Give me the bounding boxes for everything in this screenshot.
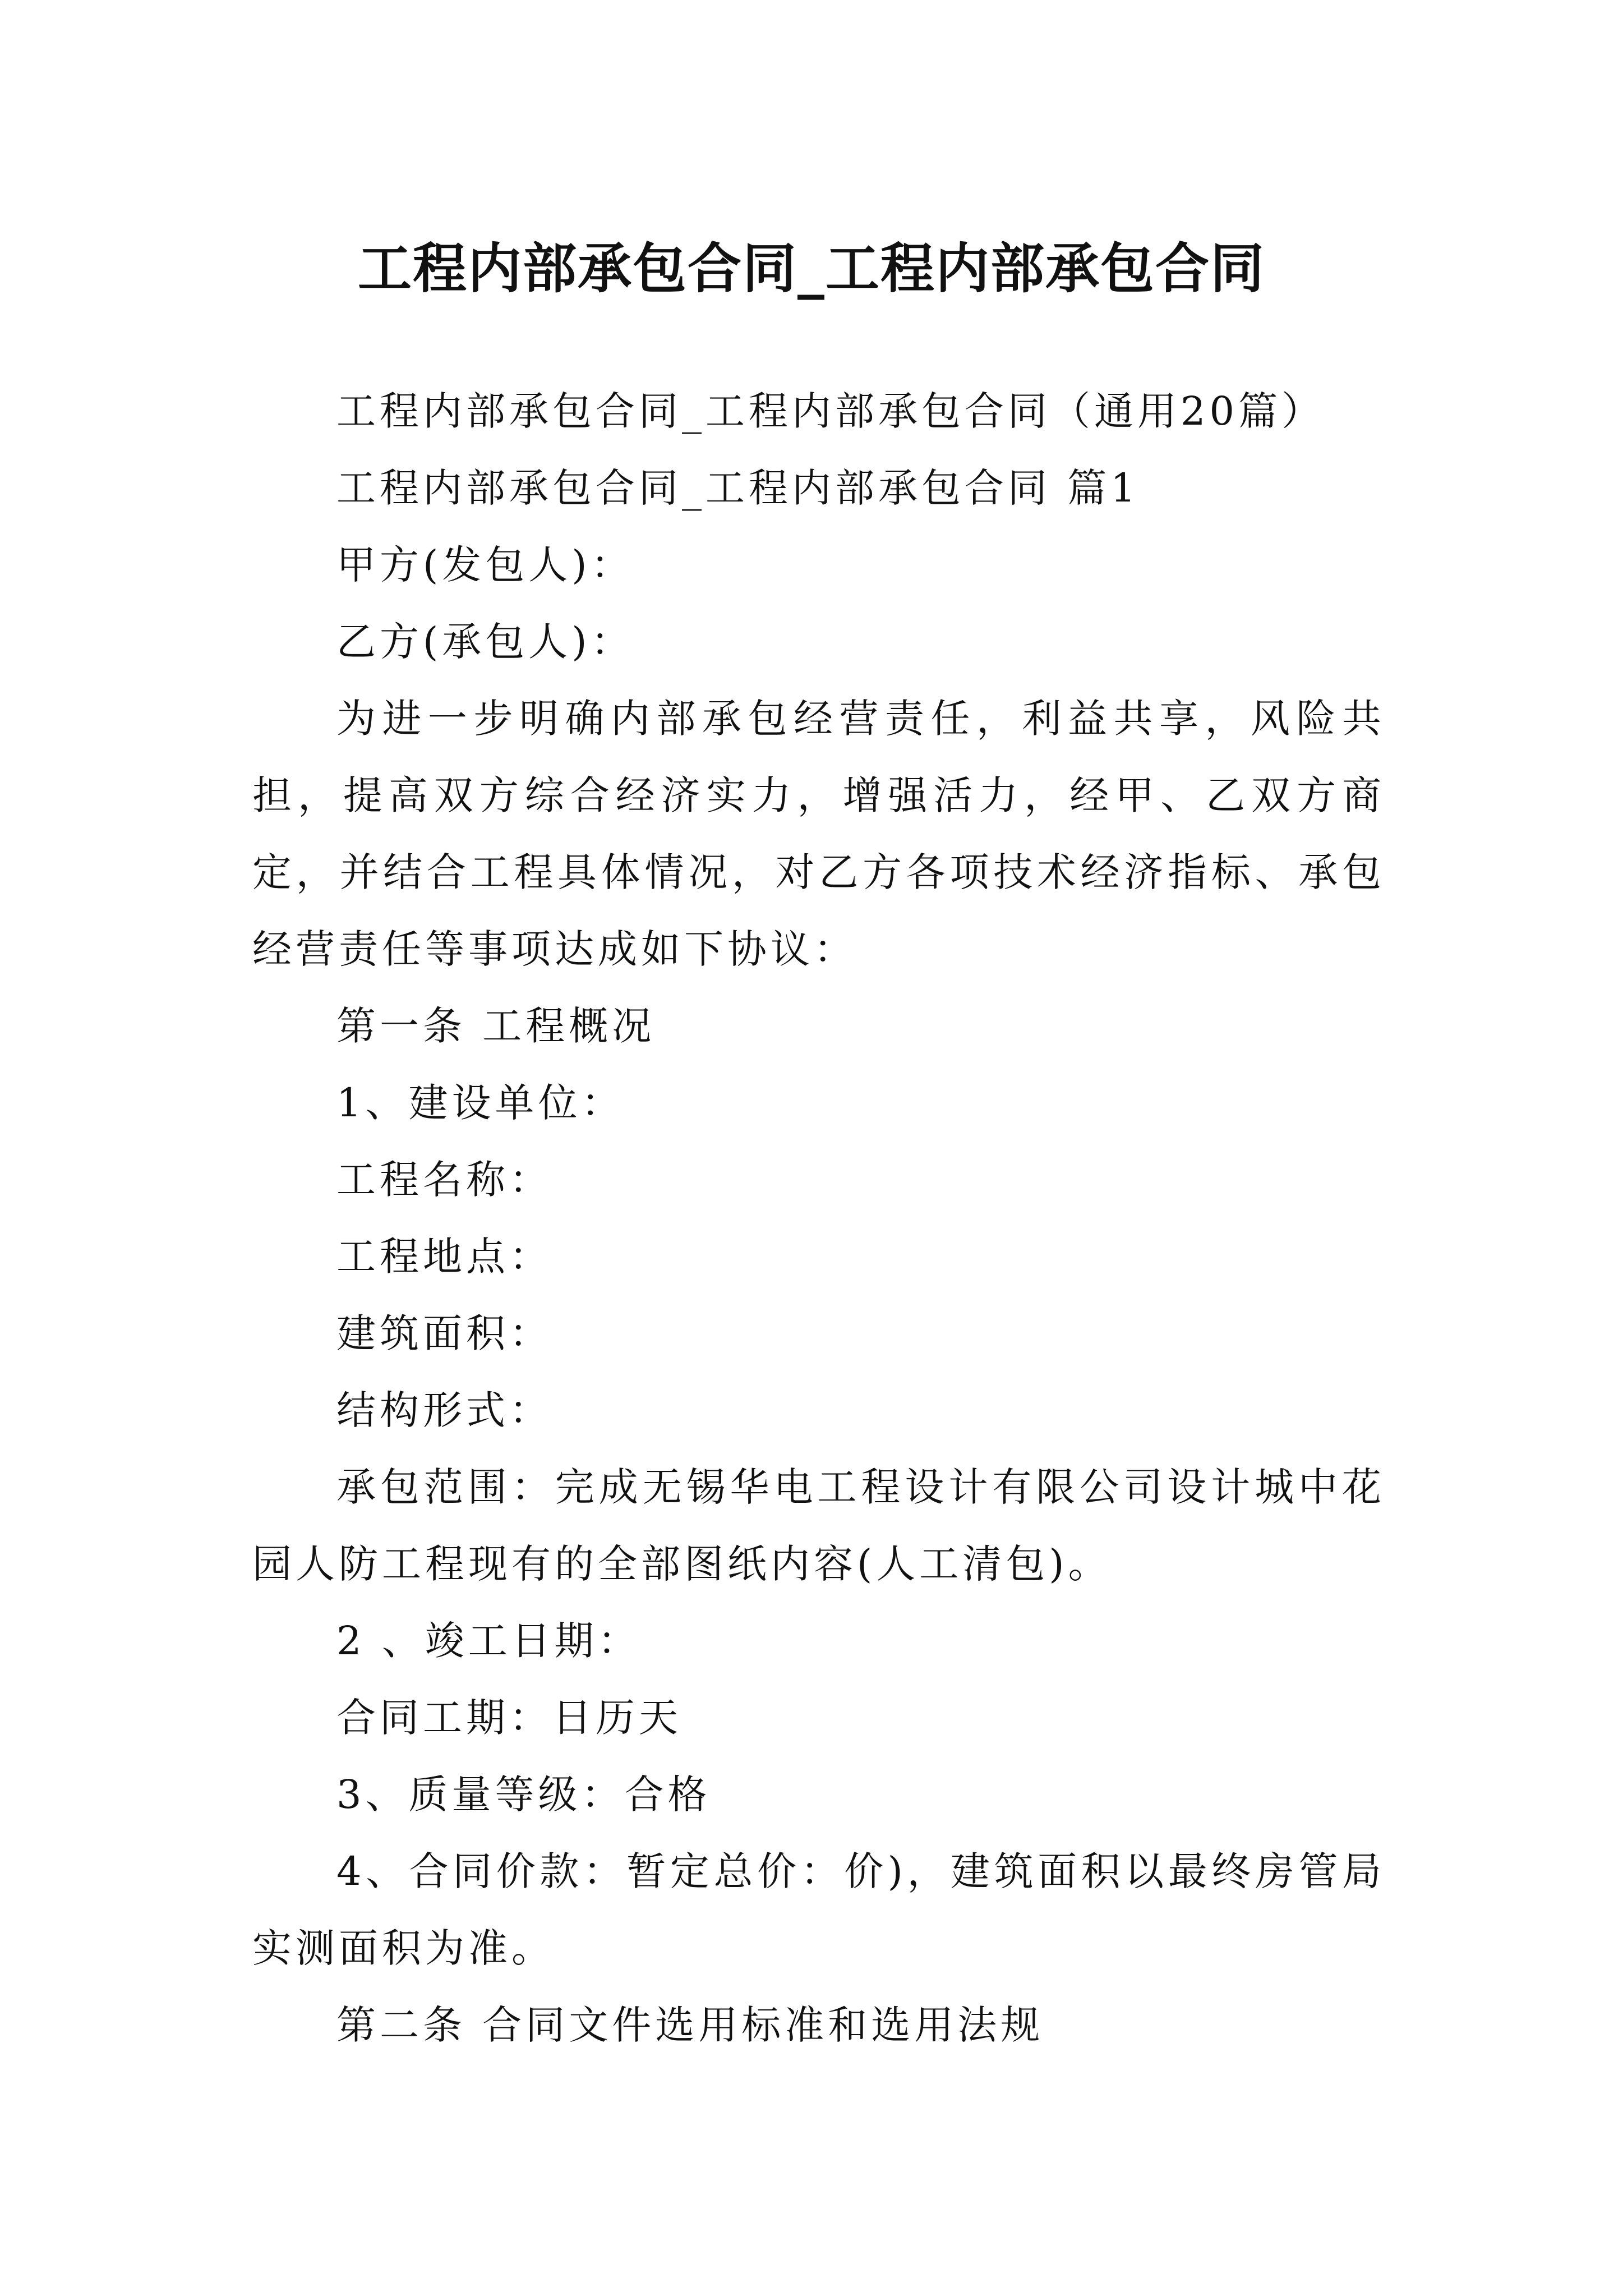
paragraph-contract-scope: 承包范围：完成无锡华电工程设计有限公司设计城中花园人防工程现有的全部图纸内容(人工清包)。 [252,1464,1385,1587]
paragraph-quality-grade: 3、质量等级：合格 [336,1772,711,1818]
paragraph-construction-unit: 1、建设单位： [336,1080,625,1126]
paragraph-contract-period: 合同工期：日历天 [336,1695,682,1741]
paragraph-completion-date: 2 、竣工日期： [336,1618,641,1664]
paragraph-building-area: 建筑面积： [336,1310,552,1356]
document-body [252,373,1385,2064]
paragraph-article-1-heading: 第一条 工程概况 [336,1003,656,1049]
paragraph-party-b: 乙方(承包人)： [336,619,634,665]
paragraph-party-a: 甲方(发包人)： [336,542,634,588]
paragraph-structure-type: 结构形式： [336,1387,552,1433]
paragraph-project-location: 工程地点： [336,1234,552,1280]
paragraph-article-2-heading: 第二条 合同文件选用标准和选用法规 [336,2002,1044,2048]
document-title: 工程内部承包合同_工程内部承包合同 [358,237,1265,301]
paragraph-project-name: 工程名称： [336,1157,552,1203]
paragraph-preamble: 为进一步明确内部承包经营责任，利益共享，风险共担，提高双方综合经济实力，增强活力，经甲、乙双方商定，并结合工程具体情况，对乙方各项技术经济指标、承包经营责任等事项达成如下协议： [252,696,1385,972]
paragraph-subtitle: 工程内部承包合同_工程内部承包合同（通用20篇） [336,388,1325,434]
paragraph-section-heading: 工程内部承包合同_工程内部承包合同 篇1 [336,465,1140,511]
paragraph-contract-price: 4、合同价款：暂定总价：价)，建筑面积以最终房管局实测面积为准。 [252,1848,1385,1971]
